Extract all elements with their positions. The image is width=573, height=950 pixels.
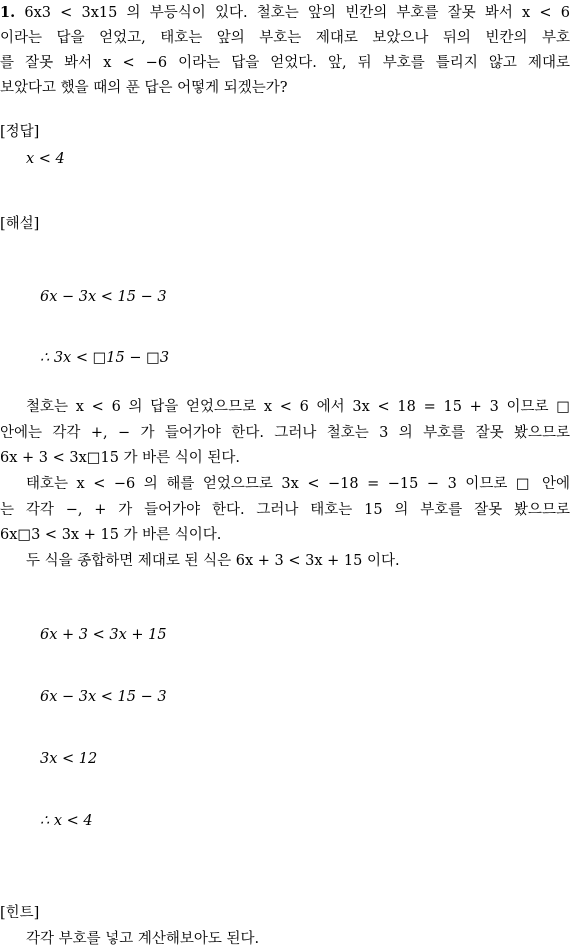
solution-step-1: 6x + 3 < 3x + 15 (40, 627, 167, 643)
solution-para1-line-2: 안에는 각각 +, − 가 들어가야 한다. 그러나 철호는 3 의 부호를 잘못 봤으므로 (0, 425, 570, 441)
hint-heading: [힌트] (0, 905, 40, 921)
problem-line-1 (0, 2, 573, 24)
solution-para3: 두 식을 종합하면 제대로 된 식은 6x + 3 < 3x + 15 이다. (26, 553, 400, 569)
solution-para1-line-1: 철호는 x < 6 의 답을 얻었으므로 x < 6 에서 3x < 18 = 15 + 3 이므로 □ (26, 399, 570, 415)
solution-para2-line-3: 6x□3 < 3x + 15 가 바른 식이다. (0, 527, 222, 543)
solution-para2-line-2: 는 각각 −, + 가 들어가야 한다. 그러나 태호는 15 의 부호를 잘못 봤으므로 (0, 502, 570, 518)
solution-step-2: 6x − 3x < 15 − 3 (40, 689, 167, 705)
problem-line-4: 보았다고 했을 때의 푼 답은 어떻게 되겠는가? (0, 80, 288, 96)
solution-step-3: 3x < 12 (40, 751, 98, 767)
problem-number: 1. (0, 4, 16, 21)
answer-heading: [정답] (0, 124, 40, 140)
problem-line-2: 이라는 답을 얻었고, 태호는 앞의 부호는 제대로 보았으나 뒤의 빈칸의 부호 (0, 30, 570, 46)
problem-text-1: 6x3 < 3x15 의 부등식이 있다. 철호는 앞의 빈칸의 부호를 잘못 봐서 x < 6 (24, 5, 570, 21)
hint-text: 각각 부호를 넣고 계산해보아도 된다. (26, 931, 260, 947)
solution-step-4: ∴ x < 4 (40, 813, 93, 829)
solution-para1-line-3: 6x + 3 < 3x□15 가 바른 식이 된다. (0, 450, 241, 466)
solution-formula-2: ∴ 3x < □15 − □3 (40, 350, 170, 366)
answer-value: x < 4 (26, 151, 65, 167)
solution-heading: [해설] (0, 216, 40, 232)
problem-line-3: 를 잘못 봐서 x < −6 이라는 답을 얻었다. 앞, 뒤 부호를 틀리지 않고 제대로 (0, 55, 570, 71)
solution-formula-1: 6x − 3x < 15 − 3 (40, 289, 167, 305)
solution-para2-line-1: 태호는 x < −6 의 해를 얻었으므로 3x < −18 = −15 − 3 이므로 □ 안에 (26, 476, 570, 492)
